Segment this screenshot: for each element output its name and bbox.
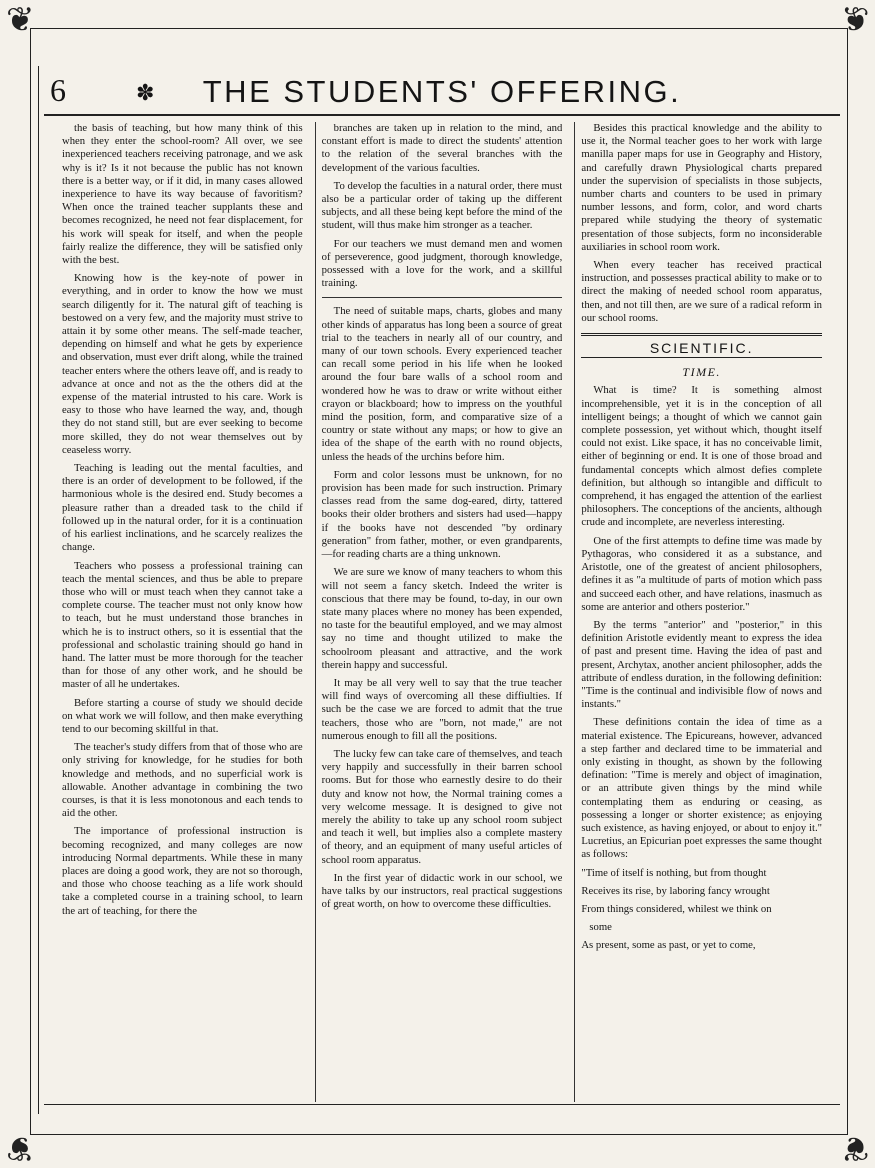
paragraph: In the first year of didactic work in our school, we have talks by our instructors, real practical suggestions of great worth, on how to overcome these difficulties. xyxy=(321,871,563,911)
column-2 xyxy=(315,122,563,1102)
page-header xyxy=(44,70,840,116)
corner-flourish-icon: ❦ xyxy=(840,1129,869,1166)
paragraph: By the terms "anterior" and "posterior," in this definition Aristotle evidently meant to express the idea of past and present time. Having the idea of past and present, Archytax, another ancient philosopher, adds the attribute of endless duration, in the following definition: "Time is the continual and indivisible flow of nows and instants." xyxy=(581,618,823,711)
verse-line: From things considered, whilest we think on xyxy=(581,902,772,915)
article-title: TIME. xyxy=(682,365,721,380)
masthead-title: THE STUDENTS' OFFERING. xyxy=(202,74,682,109)
paragraph: These definitions contain the idea of time as a material existence. The Epicureans, however, advanced a step farther and declared time to be immaterial and only existing in thought, as shown by the following defination: "Time is merely and object of imagination, or an attribute given things by the mind while contemplating them as enduring or ceasing, as possessing a longer or shorter existence; as enjoying such existence, as having enjoyed, or about to enjoy it." Lucretius, an Epicurian poet expresses the same thought as follows: xyxy=(581,716,823,861)
page-number: 6 xyxy=(50,72,66,108)
section-heading: SCIENTIFIC. xyxy=(581,340,822,358)
paragraph: For our teachers we must demand men and women of perseverence, good judgment, thorough knowledge, possessed with a love for the work, and a skillful training. xyxy=(321,237,563,290)
paragraph: It may be all very well to say that the true teacher will find ways of overcoming all these diffiulties. If such be the case we are forced to admit that the true teachers, those who are "born, not made," are not numerous enough to fill all the positions. xyxy=(321,676,563,742)
paragraph: Teaching is leading out the mental faculties, and there is an order of development to be followed, if the harmonious whole is the desired end. Study becomes a pleasure rather than a dreaded task to the child if followed up in the natural order, for it is a continuation of his earliest inclinations, and he scarcely realizes the change. xyxy=(62,462,303,554)
article-columns xyxy=(62,122,822,1102)
paragraph: Knowing how is the key-note of power in everything, and in order to know the how we must search diligently for it. The natural gift of teaching is bestowed on a very few, and the majority must strive to attain it by some other means. The self-made teacher, depending on himself and what he gets by experience and observation, must ever drift along, while the trained teacher enters where the others leave off, and is ready to advance at once and not as the the others did at the expense of the material intrusted to his care. Work is easy to those who have learned the way, and, though they do not stand still, but are ever seeking to become more skilled, they do not wear themselves out by ceaseless worry. xyxy=(62,272,303,456)
paragraph: Besides this practical knowledge and the ability to use it, the Normal teacher goes to her work with large manilla paper maps for use in Geography and History, and carefully drawn Physiological charts prepared under the supervision of specialists in those subjects, number charts and counters to be used in primary number lessons, and form, color, and word charts prepared while studying the theory of systematic presentation of those subjects, form no inconsiderable auxiliaries in school room work. xyxy=(581,122,823,253)
paragraph: The need of suitable maps, charts, globes and many other kinds of apparatus has long been a source of great trial to the teachers in nearly all of our country, and many of our town schools. Every experienced teacher can recall some period in his life when he looked around the four bare walls of a school room and wondered how he was to draw or write without either crayon or blackboard; how to impress on the youthful mind the position, form, and comparative size of a country or state without any maps; or how to give an idea of the shape of the earth with no round objects, unless the heads of the urchins before him. xyxy=(321,305,563,463)
corner-flourish-icon: ❦ xyxy=(6,1129,35,1166)
paragraph: The teacher's study differs from that of those who are only striving for knowledge, for he studies for both knowledge and methods, and no superficial work is allowable. Another advantage in combining the two courses, is that it is less monotonous and each tends to aid the other. xyxy=(62,741,303,820)
verse-line: "Time of itself is nothing, but from thought xyxy=(581,866,767,879)
paragraph: One of the first attempts to define time was made by Pythagoras, who considered it as a substance, and Aristotle, one of the greatest of ancient philosophers, defines it as "a multitude of parts of motion which pass and succeed each other, and have relations, inasmuch as some are anterior and others posterior." xyxy=(581,534,823,613)
paragraph: branches are taken up in relation to the mind, and constant effort is made to direct the students' attention to the relation of the several branches with the development of the various faculties. xyxy=(321,122,563,174)
paragraph: The lucky few can take care of themselves, and teach very happily and successfully in their barren school rooms. But for those who earnestly desire to do their duty and know not how, the Normal training comes a very welcome message. It is designed to give not merely the ability to take up any school room subject and teach it well, but implies also a complete mastery of theory, and an equipment of many useful articles of school room apparatus. xyxy=(321,747,563,866)
bee-ornament-icon: ✽ xyxy=(136,80,155,105)
corner-flourish-icon: ❦ xyxy=(840,2,869,39)
article-divider xyxy=(322,297,563,298)
section-divider xyxy=(581,333,822,336)
paragraph: To develop the faculties in a natural order, there must also be a particular order of taking up the different subjects, and all these being kept before the mind of the student, will thus make him stronger as a teacher. xyxy=(321,179,563,232)
paragraph: Teachers who possess a professional training can teach the mental sciences, and thus be able to prepare those who will or must teach when they cannot take a complete course. The teacher must not only know how to teach, but he must understand those branches in which he is to instruct others, so it is essential that the professional and scholastic training should go hand in hand. The latter must be more thorough for the teacher than for those of any other work, and he should be master of all he undertakes. xyxy=(62,559,303,691)
paragraph: Before starting a course of study we should decide on what work we will follow, and then make everything tend to our becoming skillful in that. xyxy=(62,696,303,735)
column-3 xyxy=(574,122,822,1102)
paragraph: When every teacher has received practical instruction, and possesses practical ability to make or to direct the making of needed school room apparatus, then, and not till then, are we sure of a radical reform in our school rooms. xyxy=(581,259,823,324)
corner-flourish-icon: ❦ xyxy=(6,2,35,39)
paragraph: the basis of teaching, but how many think of this when they enter the school-room? All over, we see inexperienced teachers receiving patronage, and we ask why is it? Is it not because the public has not known there is a better way, or if it did, in many cases allowed inexperience to have its way because of favoritism? When once the trained teacher supplants these and becomes recognized, he need not fear displacement, for his work will speak for itself, and when the people fairly realize the difference, they will be satisfied only with the best. xyxy=(62,122,303,267)
bottom-rule xyxy=(44,1104,840,1105)
verse-line: some xyxy=(589,921,612,934)
verse-line: Receives its rise, by laboring fancy wrought xyxy=(581,884,770,897)
paragraph: The importance of professional instruction is becoming recognized, and many colleges are now introducing Normal departments. While these in many places are doing a good work, they are not so thorough, and those who choose teaching as a life work should take a completed course in a training school, to learn the art of teaching, for there the xyxy=(62,825,303,917)
paragraph: We are sure we know of many teachers to whom this will not seem a fancy sketch. Indeed the writer is conscious that there may be found, to-day, in our own state many places where no money has been expended, no taste for the beautiful employed, and we may almost say no time and thought utilized to make the schoolroom pleasant and attractive, and the work therein happy and successful. xyxy=(321,566,563,671)
paragraph: Form and color lessons must be unknown, for no provision has been made for such instruction. Primary classes read from the same dog-eared, dirty, tattered books their older brothers and sisters had used—happy if the books have not descended "by ordinary generation" from father, mother, or even grandparents,—for reading charts are a thing unknown. xyxy=(321,468,563,561)
column-1 xyxy=(62,122,303,1102)
verse-line: As present, some as past, or yet to come, xyxy=(581,939,756,952)
paragraph: What is time? It is something almost incomprehensible, yet it is in the conception of all intelligent beings; a thought of which we cannot gain complete possession, yet without which, thought itself could not exist. Like space, it has no conceivable limit, either of beginning or end. It is one of those broad and fundamental concepts which almost defies complete definition, but although so intangible and difficult to comprehend, it has engaged the attention of the earliest philosophers. The conceptions of the ancients, although crude and incomplete, are neverless interesting. xyxy=(581,384,823,529)
